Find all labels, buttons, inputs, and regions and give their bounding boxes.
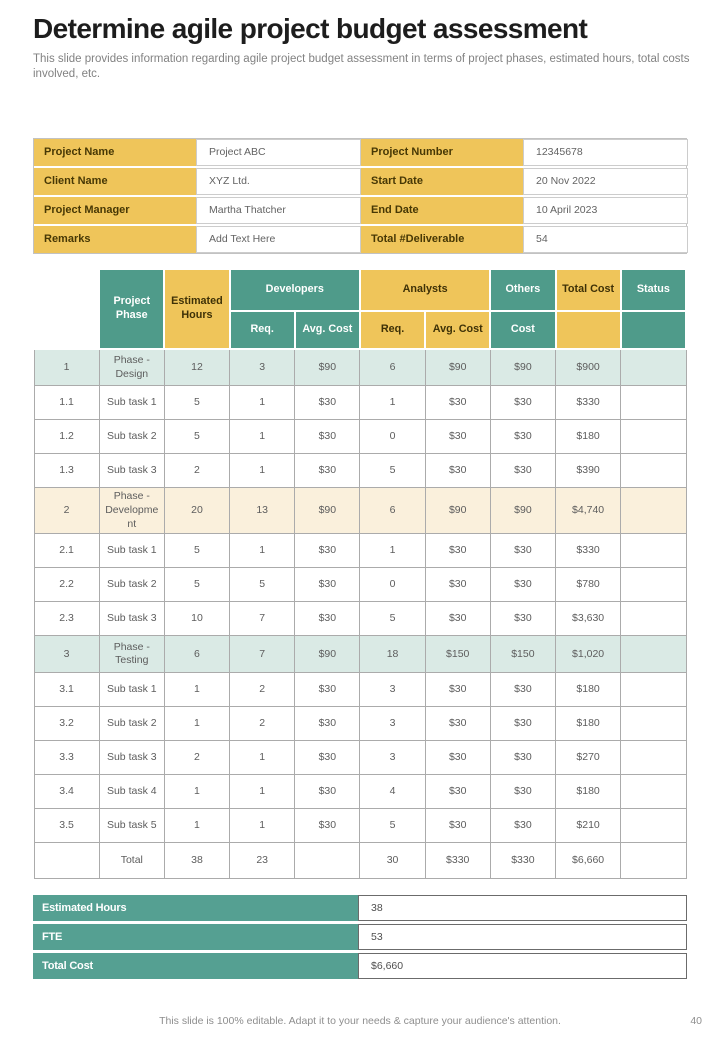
table-row — [34, 454, 686, 488]
cell-an-req: 18 — [360, 636, 425, 673]
cell-an-avg: $30 — [425, 420, 490, 454]
cell-phase: Sub task 2 — [99, 568, 164, 602]
cell-status — [621, 488, 686, 534]
cell-total-cost: $6,660 — [556, 843, 621, 879]
cell-total-cost: $4,740 — [556, 488, 621, 534]
cell-status — [621, 673, 686, 707]
cell-dev-avg: $30 — [295, 809, 360, 843]
table-row — [34, 843, 686, 879]
cell-est-hours: 38 — [164, 843, 229, 879]
cell-an-avg: $30 — [425, 707, 490, 741]
cell-total-cost: $1,020 — [556, 636, 621, 673]
cell-status — [621, 349, 686, 386]
summary-label: Estimated Hours — [33, 895, 358, 921]
cell-status — [621, 602, 686, 636]
budget-table — [33, 268, 687, 880]
page-number: 40 — [690, 1015, 702, 1027]
cell-status — [621, 420, 686, 454]
cell-an-req: 5 — [360, 454, 425, 488]
cell-total-cost: $180 — [556, 420, 621, 454]
cell-dev-req: 3 — [230, 349, 295, 386]
cell-phase: Sub task 1 — [99, 534, 164, 568]
cell-phase: Sub task 3 — [99, 741, 164, 775]
cell-dev-req: 23 — [230, 843, 295, 879]
info-value: Add Text Here — [196, 226, 361, 253]
cell-dev-req: 1 — [230, 420, 295, 454]
cell-others-cost: $90 — [490, 488, 555, 534]
cell-an-req: 4 — [360, 775, 425, 809]
cell-phase: Phase - Testing — [99, 636, 164, 673]
cell-others-cost: $30 — [490, 707, 555, 741]
cell-an-req: 0 — [360, 568, 425, 602]
cell-status — [621, 775, 686, 809]
cell-est-hours: 5 — [164, 534, 229, 568]
table-row — [34, 775, 686, 809]
cell-others-cost: $150 — [490, 636, 555, 673]
cell-dev-avg: $90 — [295, 636, 360, 673]
cell-id: 1.2 — [34, 420, 99, 454]
table-row — [34, 741, 686, 775]
cell-an-avg: $150 — [425, 636, 490, 673]
column-group-developers: Developers — [230, 269, 360, 311]
cell-est-hours: 1 — [164, 707, 229, 741]
info-value: 10 April 2023 — [523, 197, 688, 224]
cell-an-avg: $30 — [425, 568, 490, 602]
cell-dev-avg: $90 — [295, 488, 360, 534]
cell-an-req: 1 — [360, 534, 425, 568]
cell-phase: Total — [99, 843, 164, 879]
cell-status — [621, 741, 686, 775]
cell-id: 2 — [34, 488, 99, 534]
cell-total-cost: $780 — [556, 568, 621, 602]
cell-dev-req: 1 — [230, 386, 295, 420]
cell-others-cost: $330 — [490, 843, 555, 879]
cell-an-req: 30 — [360, 843, 425, 879]
info-label: Start Date — [361, 168, 523, 195]
cell-others-cost: $30 — [490, 568, 555, 602]
cell-status — [621, 707, 686, 741]
table-row — [34, 568, 686, 602]
info-label: Project Number — [361, 139, 523, 166]
table-row — [34, 420, 686, 454]
cell-dev-req: 2 — [230, 673, 295, 707]
cell-an-avg: $30 — [425, 673, 490, 707]
cell-id: 2.3 — [34, 602, 99, 636]
cell-est-hours: 20 — [164, 488, 229, 534]
cell-an-avg: $90 — [425, 488, 490, 534]
summary-table — [33, 895, 687, 979]
cell-dev-req: 7 — [230, 636, 295, 673]
table-row — [34, 534, 686, 568]
cell-others-cost: $30 — [490, 420, 555, 454]
cell-total-cost: $330 — [556, 386, 621, 420]
info-label: End Date — [361, 197, 523, 224]
cell-an-avg: $90 — [425, 349, 490, 386]
cell-total-cost: $390 — [556, 454, 621, 488]
column-header-others-cost: Cost — [490, 311, 555, 349]
cell-id: 1.1 — [34, 386, 99, 420]
cell-phase: Phase - Development — [99, 488, 164, 534]
cell-phase: Sub task 5 — [99, 809, 164, 843]
table-row — [34, 386, 686, 420]
column-header-analysts-req: Req. — [360, 311, 425, 349]
project-info-table — [33, 138, 687, 254]
cell-est-hours: 1 — [164, 673, 229, 707]
summary-value: 38 — [358, 895, 687, 921]
cell-dev-avg: $30 — [295, 568, 360, 602]
table-row — [34, 673, 686, 707]
cell-an-req: 3 — [360, 707, 425, 741]
cell-an-req: 5 — [360, 809, 425, 843]
cell-others-cost: $30 — [490, 602, 555, 636]
cell-est-hours: 5 — [164, 420, 229, 454]
cell-phase: Sub task 1 — [99, 673, 164, 707]
cell-id: 3.4 — [34, 775, 99, 809]
column-group-analysts: Analysts — [360, 269, 490, 311]
cell-an-avg: $30 — [425, 454, 490, 488]
summary-label: Total Cost — [33, 953, 358, 979]
cell-dev-req: 13 — [230, 488, 295, 534]
column-header-analysts-avg-cost: Avg. Cost — [425, 311, 490, 349]
cell-status — [621, 843, 686, 879]
cell-status — [621, 636, 686, 673]
cell-dev-avg: $30 — [295, 534, 360, 568]
column-header-status: Status — [621, 269, 686, 311]
page-title: Determine agile project budget assessment — [33, 13, 588, 44]
cell-an-avg: $30 — [425, 741, 490, 775]
cell-dev-req: 1 — [230, 809, 295, 843]
cell-phase: Sub task 1 — [99, 386, 164, 420]
cell-dev-req: 1 — [230, 741, 295, 775]
cell-total-cost: $180 — [556, 707, 621, 741]
cell-est-hours: 6 — [164, 636, 229, 673]
column-header-developers-avg-cost: Avg. Cost — [295, 311, 360, 349]
cell-total-cost: $180 — [556, 673, 621, 707]
info-value: 54 — [523, 226, 688, 253]
summary-label: FTE — [33, 924, 358, 950]
cell-dev-req: 1 — [230, 454, 295, 488]
cell-an-req: 1 — [360, 386, 425, 420]
info-label: Total #Deliverable — [361, 226, 523, 253]
cell-others-cost: $30 — [490, 741, 555, 775]
info-value: 12345678 — [523, 139, 688, 166]
cell-id: 2.1 — [34, 534, 99, 568]
cell-phase: Sub task 2 — [99, 420, 164, 454]
cell-dev-avg: $90 — [295, 349, 360, 386]
cell-dev-avg: $30 — [295, 602, 360, 636]
cell-others-cost: $30 — [490, 775, 555, 809]
column-header-row-id — [34, 269, 99, 349]
cell-id: 1.3 — [34, 454, 99, 488]
cell-status — [621, 809, 686, 843]
cell-an-avg: $30 — [425, 534, 490, 568]
column-header-status-spacer — [621, 311, 686, 349]
budget-table-body — [34, 349, 686, 879]
page-subtitle: This slide provides information regarding agile project budget assessment in terms of project phases, estimated hours, total costs involved, etc. — [33, 52, 690, 81]
cell-status — [621, 454, 686, 488]
cell-id: 3 — [34, 636, 99, 673]
cell-dev-req: 7 — [230, 602, 295, 636]
cell-est-hours: 1 — [164, 775, 229, 809]
cell-an-req: 3 — [360, 741, 425, 775]
cell-dev-req: 5 — [230, 568, 295, 602]
table-row — [34, 636, 686, 673]
info-label: Project Name — [34, 139, 196, 166]
cell-an-avg: $30 — [425, 386, 490, 420]
cell-dev-req: 1 — [230, 534, 295, 568]
cell-dev-avg: $30 — [295, 775, 360, 809]
cell-est-hours: 1 — [164, 809, 229, 843]
info-value: Martha Thatcher — [196, 197, 361, 224]
cell-status — [621, 386, 686, 420]
cell-others-cost: $30 — [490, 454, 555, 488]
table-row — [34, 349, 686, 386]
cell-an-req: 0 — [360, 420, 425, 454]
cell-status — [621, 568, 686, 602]
cell-others-cost: $30 — [490, 673, 555, 707]
cell-est-hours: 2 — [164, 454, 229, 488]
summary-row — [33, 895, 687, 921]
cell-dev-avg: $30 — [295, 386, 360, 420]
column-header-developers-req: Req. — [230, 311, 295, 349]
footer — [0, 1015, 720, 1027]
cell-total-cost: $330 — [556, 534, 621, 568]
column-header-total-cost: Total Cost — [556, 269, 621, 311]
cell-est-hours: 2 — [164, 741, 229, 775]
column-header-project-phase: Project Phase — [99, 269, 164, 349]
cell-an-req: 6 — [360, 488, 425, 534]
summary-value: $6,660 — [358, 953, 687, 979]
cell-phase: Sub task 4 — [99, 775, 164, 809]
cell-total-cost: $3,630 — [556, 602, 621, 636]
cell-others-cost: $30 — [490, 386, 555, 420]
info-value: Project ABC — [196, 139, 361, 166]
cell-status — [621, 534, 686, 568]
summary-row — [33, 924, 687, 950]
cell-dev-avg: $30 — [295, 673, 360, 707]
cell-an-avg: $30 — [425, 775, 490, 809]
cell-phase: Sub task 3 — [99, 602, 164, 636]
cell-dev-avg: $30 — [295, 420, 360, 454]
cell-phase: Sub task 2 — [99, 707, 164, 741]
cell-est-hours: 5 — [164, 386, 229, 420]
table-row — [34, 602, 686, 636]
cell-phase: Sub task 3 — [99, 454, 164, 488]
cell-an-req: 3 — [360, 673, 425, 707]
info-label: Client Name — [34, 168, 196, 195]
cell-total-cost: $210 — [556, 809, 621, 843]
cell-id: 3.2 — [34, 707, 99, 741]
cell-an-avg: $330 — [425, 843, 490, 879]
table-row — [34, 488, 686, 534]
cell-dev-avg — [295, 843, 360, 879]
cell-id: 1 — [34, 349, 99, 386]
cell-phase: Phase - Design — [99, 349, 164, 386]
cell-id — [34, 843, 99, 879]
cell-dev-avg: $30 — [295, 741, 360, 775]
cell-dev-req: 2 — [230, 707, 295, 741]
cell-total-cost: $900 — [556, 349, 621, 386]
cell-an-avg: $30 — [425, 602, 490, 636]
info-value: 20 Nov 2022 — [523, 168, 688, 195]
info-label: Remarks — [34, 226, 196, 253]
cell-id: 3.1 — [34, 673, 99, 707]
cell-id: 3.5 — [34, 809, 99, 843]
info-label: Project Manager — [34, 197, 196, 224]
cell-an-avg: $30 — [425, 809, 490, 843]
cell-an-req: 6 — [360, 349, 425, 386]
cell-total-cost: $180 — [556, 775, 621, 809]
summary-value: 53 — [358, 924, 687, 950]
info-value: XYZ Ltd. — [196, 168, 361, 195]
cell-others-cost: $30 — [490, 534, 555, 568]
cell-others-cost: $90 — [490, 349, 555, 386]
footer-note: This slide is 100% editable. Adapt it to your needs & capture your audience's attention. — [159, 1015, 561, 1027]
cell-est-hours: 12 — [164, 349, 229, 386]
cell-id: 3.3 — [34, 741, 99, 775]
column-header-estimated-hours: Estimated Hours — [164, 269, 229, 349]
summary-row — [33, 953, 687, 979]
budget-table-header — [34, 269, 686, 349]
table-row — [34, 707, 686, 741]
cell-est-hours: 5 — [164, 568, 229, 602]
cell-others-cost: $30 — [490, 809, 555, 843]
cell-an-req: 5 — [360, 602, 425, 636]
column-header-others: Others — [490, 269, 555, 311]
table-row — [34, 809, 686, 843]
cell-total-cost: $270 — [556, 741, 621, 775]
cell-id: 2.2 — [34, 568, 99, 602]
column-header-total-cost-spacer — [556, 311, 621, 349]
cell-dev-avg: $30 — [295, 454, 360, 488]
cell-dev-avg: $30 — [295, 707, 360, 741]
cell-est-hours: 10 — [164, 602, 229, 636]
cell-dev-req: 1 — [230, 775, 295, 809]
